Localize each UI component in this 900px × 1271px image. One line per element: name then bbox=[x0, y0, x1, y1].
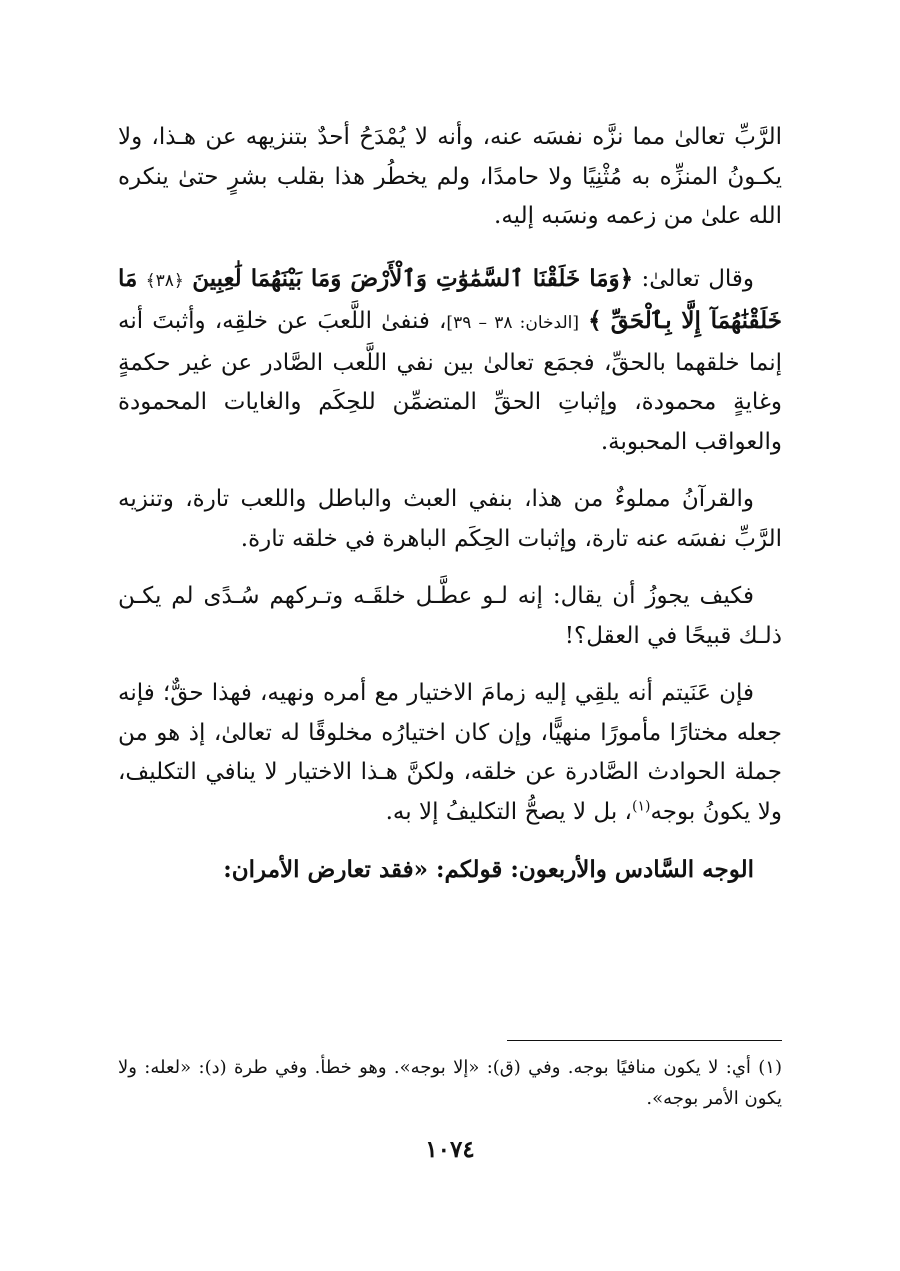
quran-verse-39: مَا خَلَقْنَٰهُمَآ إِلَّا بِٱلْحَقِّ bbox=[118, 264, 782, 334]
footnote-1: (١) أي: لا يكون منافيًا بوجه. وفي (ق): «إلا بوجه». وهو خطأ. وفي طرة (د): «لعله: ولا يكون الأمر بوجه». bbox=[118, 1057, 782, 1109]
paragraph-3: والقرآنُ مملوءٌ من هذا، بنفي العبث والباطل واللعب تارة، وتنزيه الرَّبِّ نفسَه عنه تارة، وإثبات الحِكَم الباهرة في خلقه تارة. bbox=[118, 486, 782, 552]
paragraph-5 bbox=[118, 674, 782, 832]
footnote-divider bbox=[507, 1040, 782, 1041]
paragraph-4: فكيف يجوزُ أن يقال: إنه لـو عطَّـل خلقَـه وتـركهم سُـدًى لم يكـن ذلـك قبيحًا في العقل؟! bbox=[118, 583, 782, 649]
ayah-number-38: ﴿٣٨﴾ bbox=[145, 270, 184, 291]
quran-verse-38: وَمَا خَلَقْنَا ٱلسَّمَٰوَٰتِ وَٱلْأَرْضَ وَمَا بَيْنَهُمَا لَٰعِبِينَ bbox=[192, 264, 620, 292]
paragraph-2-rest: ، فنفىٰ اللَّعبَ عن خلقِه، وأثبتَ أنه إنما خلقهما بالحقِّ، فجمَع تعالىٰ بين نفي اللَّعب الصَّادر عن غير حكمةٍ وغايةٍ محمودة، وإثباتِ الحقِّ المتضمِّن للحِكَم والغايات المحمودة والعواقب المحبوبة. bbox=[118, 308, 782, 455]
page-number: ١٠٧٤ bbox=[425, 1136, 475, 1163]
quran-close-bracket: ﴾ bbox=[588, 307, 602, 334]
section-heading: الوجه السَّادس والأربعون: قولكم: «فقد تعارض الأمران: bbox=[223, 856, 754, 883]
paragraph-2 bbox=[118, 259, 782, 463]
quran-reference: [الدخان: ٣٨ – ٣٩] bbox=[446, 313, 580, 333]
paragraph-5-text: فإن عَنَيتم أنه يلقِي إليه زمامَ الاختيار مع أمره ونهيه، فهذا حقٌّ؛ فإنه جعله مختارًا مأمورًا منهيًّا، وإن كان اختيارُه مخلوقًا له تعالىٰ، إذ هو من جملة الحوادث الصَّادرة عن خلقه، ولكنَّ هـذا الاختيار لا ينافي التكليف، ولا يكونُ بوجه bbox=[118, 680, 782, 825]
paragraph-5-after: ، بل لا يصحُّ التكليفُ إلا به. bbox=[385, 798, 632, 825]
footnote-reference-1[interactable]: (١) bbox=[631, 797, 651, 814]
paragraph-1: الرَّبِّ تعالىٰ مما نزَّه نفسَه عنه، وأنه لا يُمْدَحُ أحدٌ بتنزيهه عن هـذا، ولا يكـونُ المنزِّه به مُثْنِيًا ولا حامدًا، ولم يخطُر هذا بقلب بشرٍ حتىٰ ينكره الله علىٰ من زعمه ونسَبه إليه. bbox=[118, 124, 782, 229]
quran-open-bracket: ﴿ bbox=[619, 264, 634, 292]
page-body bbox=[118, 118, 782, 890]
paragraph-2-intro: وقال تعالىٰ: bbox=[633, 265, 755, 292]
footnotes bbox=[118, 1052, 782, 1114]
